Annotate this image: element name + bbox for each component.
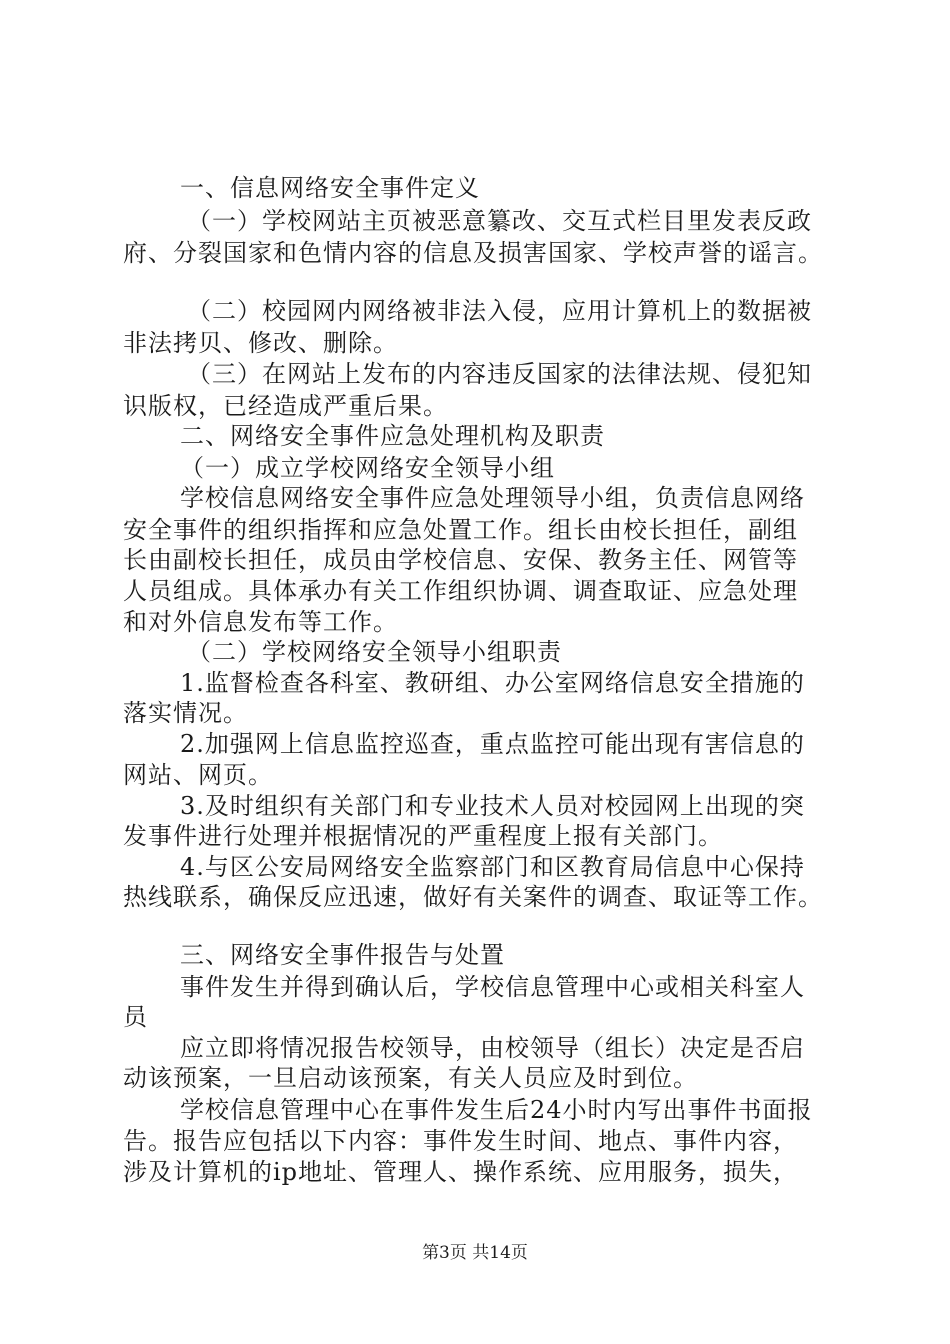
paragraph-line: 和对外信息发布等工作。	[123, 608, 398, 636]
paragraph-line: 网站、网页。	[123, 761, 273, 789]
paragraph-line: （二）校园网内网络被非法入侵，应用计算机上的数据被	[187, 297, 812, 325]
subsection-heading: （一）成立学校网络安全领导小组	[180, 454, 555, 482]
paragraph-line: 1.监督检查各科室、教研组、办公室网络信息安全措施的	[180, 669, 805, 697]
paragraph-line: 热线联系，确保反应迅速，做好有关案件的调查、取证等工作。	[123, 883, 823, 911]
paragraph-line: 涉及计算机的ip地址、管理人、操作系统、应用服务，损失，	[123, 1158, 799, 1186]
paragraph-line: 学校信息管理中心在事件发生后24小时内写出事件书面报	[180, 1096, 813, 1124]
subsection-heading: （二）学校网络安全领导小组职责	[187, 638, 562, 666]
paragraph-line: 动该预案，一旦启动该预案，有关人员应及时到位。	[123, 1064, 698, 1092]
page-number-footer: 第3页 共14页	[422, 1243, 528, 1263]
paragraph-line: 识版权，已经造成严重后果。	[123, 392, 448, 420]
paragraph-line: 2.加强网上信息监控巡查，重点监控可能出现有害信息的	[180, 730, 805, 758]
paragraph-line: 非法拷贝、修改、删除。	[123, 329, 398, 357]
section-heading-2: 二、网络安全事件应急处理机构及职责	[180, 422, 605, 450]
paragraph-line: 人员组成。具体承办有关工作组织协调、调查取证、应急处理	[123, 577, 798, 605]
paragraph-line: 3.及时组织有关部门和专业技术人员对校园网上出现的突	[180, 792, 805, 820]
paragraph-line: 安全事件的组织指挥和应急处置工作。组长由校长担任，副组	[123, 516, 798, 544]
section-heading-1: 一、信息网络安全事件定义	[180, 174, 480, 202]
paragraph-line: 员	[123, 1003, 148, 1031]
paragraph-line: 4.与区公安局网络安全监察部门和区教育局信息中心保持	[180, 853, 805, 881]
paragraph-line: 事件发生并得到确认后，学校信息管理中心或相关科室人	[180, 973, 805, 1001]
paragraph-line: 学校信息网络安全事件应急处理领导小组，负责信息网络	[180, 484, 805, 512]
section-heading-3: 三、网络安全事件报告与处置	[180, 941, 505, 969]
paragraph-line: 长由副校长担任，成员由学校信息、安保、教务主任、网管等	[123, 546, 798, 574]
paragraph-line: 应立即将情况报告校领导，由校领导（组长）决定是否启	[180, 1034, 805, 1062]
paragraph-line: 府、分裂国家和色情内容的信息及损害国家、学校声誉的谣言。	[123, 239, 823, 267]
paragraph-line: 发事件进行处理并根据情况的严重程度上报有关部门。	[123, 822, 723, 850]
paragraph-line: （三）在网站上发布的内容违反国家的法律法规、侵犯知	[187, 360, 812, 388]
paragraph-line: 落实情况。	[123, 699, 248, 727]
paragraph-line: 告。报告应包括以下内容：事件发生时间、地点、事件内容，	[123, 1127, 798, 1155]
paragraph-line: （一）学校网站主页被恶意纂改、交互式栏目里发表反政	[187, 207, 812, 235]
